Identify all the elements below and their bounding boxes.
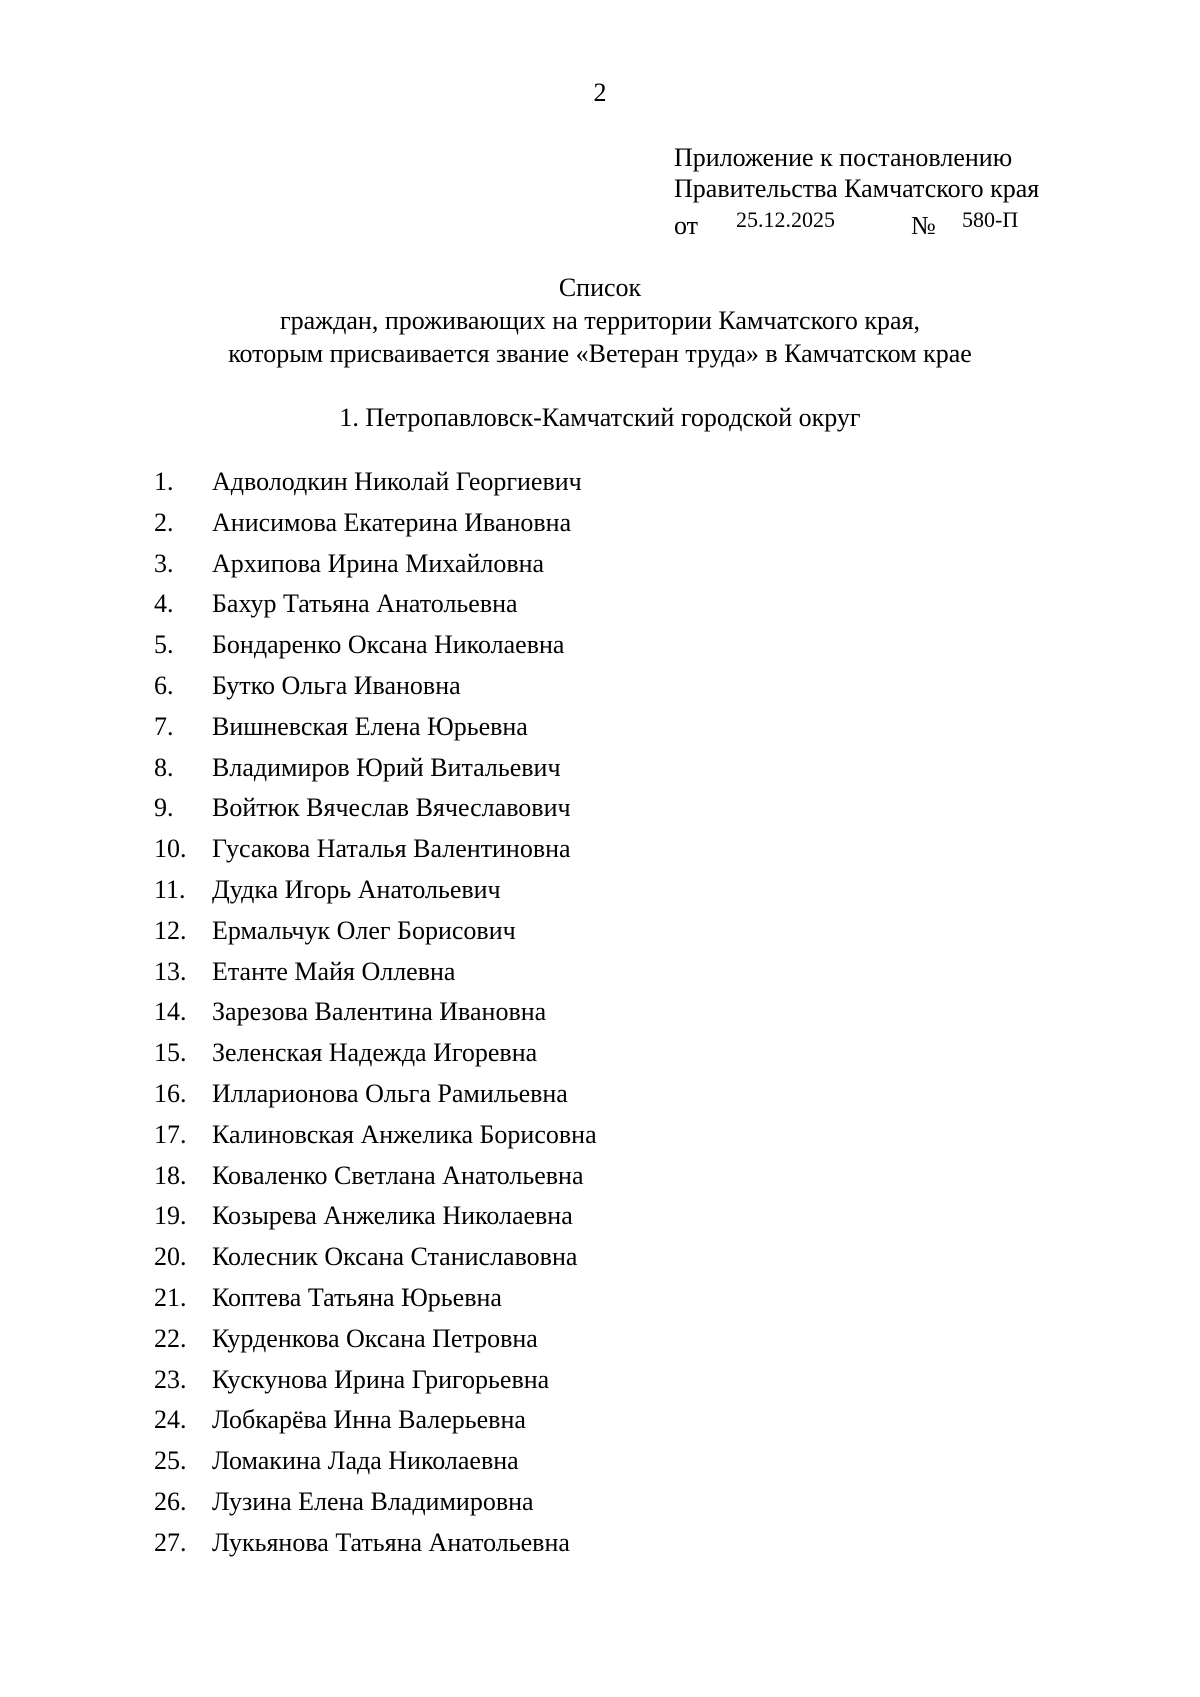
list-item xyxy=(0,1159,1200,1200)
citizen-name: Войтюк Вячеслав Вячеславович xyxy=(212,793,571,823)
citizen-name: Коптева Татьяна Юрьевна xyxy=(212,1282,502,1312)
item-number: 17. xyxy=(154,1119,187,1149)
list-item xyxy=(0,1444,1200,1485)
citizen-name: Зеленская Надежда Игоревна xyxy=(212,1038,538,1068)
citizen-name: Ломакина Лада Николаевна xyxy=(212,1446,519,1476)
list-item xyxy=(0,1322,1200,1363)
item-number: 22. xyxy=(154,1323,187,1353)
item-number: 3. xyxy=(154,548,174,578)
citizen-name: Лузина Елена Владимировна xyxy=(212,1486,534,1516)
item-number: 11. xyxy=(154,874,186,904)
item-number: 14. xyxy=(154,997,187,1027)
list-item xyxy=(0,465,1200,506)
title-line-2: граждан, проживающих на территории Камчатского края, xyxy=(279,306,921,335)
section-title: 1. Петропавловск-Камчатский городской округ xyxy=(339,403,861,432)
resolution-number: 580-П xyxy=(962,207,1019,232)
resolution-date: 25.12.2025 xyxy=(736,207,835,232)
list-item xyxy=(0,1077,1200,1118)
citizen-name: Коваленко Светлана Анатольевна xyxy=(212,1160,584,1190)
item-number: 12. xyxy=(154,915,187,945)
appendix-header xyxy=(674,142,1040,240)
list-item xyxy=(0,1118,1200,1159)
citizen-name: Лобкарёва Инна Валерьевна xyxy=(212,1405,526,1435)
citizen-name: Адволодкин Николай Георгиевич xyxy=(212,467,582,496)
list-item xyxy=(0,1036,1200,1077)
item-number: 25. xyxy=(154,1446,187,1476)
list-item xyxy=(0,669,1200,710)
list-item xyxy=(0,1485,1200,1526)
appendix-meta xyxy=(674,204,1039,240)
citizen-name: Анисимова Екатерина Ивановна xyxy=(212,507,572,537)
appendix-line-2: Правительства Камчатского края xyxy=(674,174,1040,203)
list-item xyxy=(0,1403,1200,1444)
list-item xyxy=(0,791,1200,832)
item-number: 27. xyxy=(154,1527,187,1557)
item-number: 18. xyxy=(154,1160,187,1190)
item-number: 23. xyxy=(154,1364,187,1394)
list-item xyxy=(0,1199,1200,1240)
item-number: 7. xyxy=(154,711,174,741)
item-number: 21. xyxy=(154,1282,187,1312)
item-number: 20. xyxy=(154,1242,187,1272)
item-number: 16. xyxy=(154,1078,187,1108)
citizen-name: Илларионова Ольга Рамильевна xyxy=(212,1078,568,1108)
list-item xyxy=(0,506,1200,547)
item-number: 19. xyxy=(154,1201,187,1231)
item-number: 9. xyxy=(154,793,174,823)
citizen-name: Калиновская Анжелика Борисовна xyxy=(212,1119,597,1149)
citizen-name: Владимиров Юрий Витальевич xyxy=(212,752,561,782)
citizen-name: Бутко Ольга Ивановна xyxy=(212,670,461,700)
citizen-name: Архипова Ирина Михайловна xyxy=(212,548,545,578)
item-number: 6. xyxy=(154,670,174,700)
citizen-name: Етанте Майя Оллевна xyxy=(212,956,456,986)
list-item xyxy=(0,1363,1200,1404)
item-number: 24. xyxy=(154,1405,187,1435)
citizen-name: Бахур Татьяна Анатольевна xyxy=(212,589,518,619)
list-item xyxy=(0,751,1200,792)
title-line-3: которым присваивается звание «Ветеран труда» в Камчатском крае xyxy=(228,339,972,368)
citizen-name: Зарезова Валентина Ивановна xyxy=(212,997,547,1027)
item-number: 26. xyxy=(154,1486,187,1516)
citizen-name: Дудка Игорь Анатольевич xyxy=(212,874,501,904)
citizen-name: Курденкова Оксана Петровна xyxy=(212,1323,538,1353)
list-item xyxy=(0,547,1200,588)
citizen-name: Лукьянова Татьяна Анатольевна xyxy=(212,1527,570,1557)
citizen-name: Вишневская Елена Юрьевна xyxy=(212,711,528,741)
item-number: 1. xyxy=(154,467,174,496)
list-item xyxy=(0,587,1200,628)
citizen-name: Гусакова Наталья Валентиновна xyxy=(212,834,571,864)
citizen-name: Колесник Оксана Станиславовна xyxy=(212,1242,578,1272)
item-number: 4. xyxy=(154,589,174,619)
document-title xyxy=(0,271,1200,370)
appendix-line-1: Приложение к постановлению xyxy=(674,143,1013,172)
page-number: 2 xyxy=(593,78,607,107)
list-item xyxy=(0,914,1200,955)
list-item xyxy=(0,832,1200,873)
list-item xyxy=(0,628,1200,669)
item-number: 2. xyxy=(154,507,174,537)
item-number: 15. xyxy=(154,1038,187,1068)
list-item xyxy=(0,955,1200,996)
item-number: 8. xyxy=(154,752,174,782)
item-number: 10. xyxy=(154,834,187,864)
list-item xyxy=(0,1281,1200,1322)
list-item xyxy=(0,1526,1200,1567)
citizen-name: Козырева Анжелика Николаевна xyxy=(212,1201,573,1231)
list-item xyxy=(0,710,1200,751)
list-item xyxy=(0,1240,1200,1281)
list-item xyxy=(0,995,1200,1036)
citizen-name: Ермальчук Олег Борисович xyxy=(212,915,516,945)
number-sign: № xyxy=(911,211,936,240)
item-number: 5. xyxy=(154,630,174,660)
item-number: 13. xyxy=(154,956,187,986)
citizen-name: Бондаренко Оксана Николаевна xyxy=(212,630,565,660)
from-label: от xyxy=(674,211,699,240)
citizen-list xyxy=(0,465,1200,1567)
citizen-name: Кускунова Ирина Григорьевна xyxy=(212,1364,550,1394)
list-item xyxy=(0,873,1200,914)
title-line-1: Список xyxy=(558,273,642,302)
